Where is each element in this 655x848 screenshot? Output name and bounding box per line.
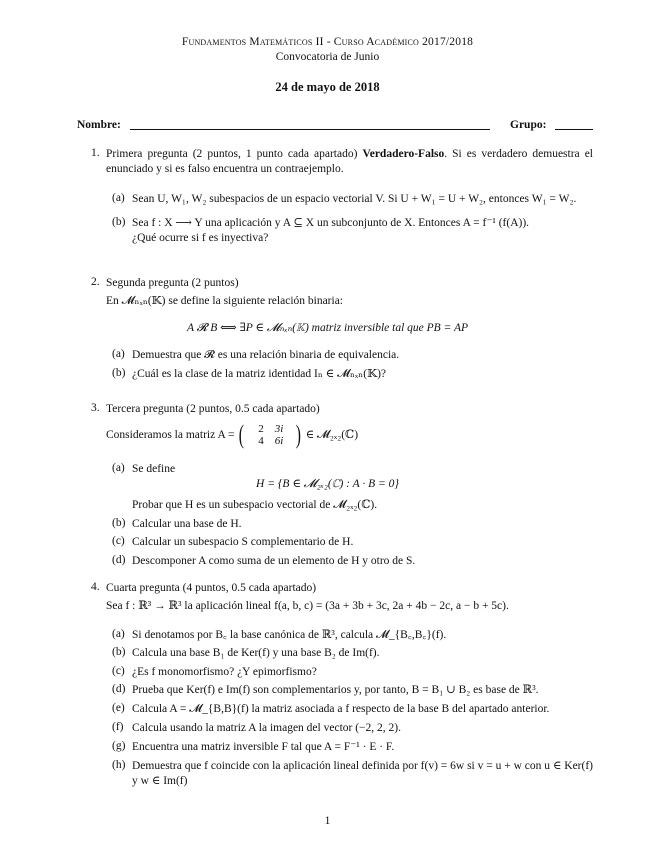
q4d-label: (d): [112, 683, 126, 695]
q4c-label: (c): [112, 665, 125, 677]
q2-intro: Segunda pregunta (2 puntos): [106, 277, 239, 289]
group-field[interactable]: [555, 129, 593, 130]
q1b-text2: ¿Qué ocurre si f es inyectiva?: [132, 232, 269, 244]
q4e-label: (e): [112, 702, 125, 714]
q4a-label: (a): [112, 628, 125, 640]
q3c-label: (c): [112, 535, 125, 547]
q3b-label: (b): [112, 517, 126, 529]
q1-intro-rest: . Si es verdadero demuestra el enunciado y si es falso encuentra un contraejemplo.: [106, 148, 593, 175]
q3b-text: Calcular una base de H.: [132, 518, 242, 530]
q4e-text: Calcula A = 𝓜_{B,B}(f) la matriz asociada a f respecto de la base B del apartado anterior.: [132, 703, 550, 715]
matrix-a22: 6i: [274, 435, 284, 448]
q3-intro: Tercera pregunta (2 puntos, 0.5 cada apartado): [106, 403, 320, 415]
matrix-A: [246, 423, 294, 447]
course-title: Fundamentos Matemáticos II - Curso Académico 2017/2018: [181, 36, 474, 48]
q1b-text: Sea f : X ⟶ Y una aplicación y A ⊆ X un subconjunto de X. Entonces A = f⁻¹ (f(A)).: [132, 217, 530, 229]
q1b-label: (b): [112, 216, 126, 228]
q1-intro-text: Primera pregunta (2 puntos, 1 punto cada apartado): [106, 148, 363, 160]
q3-matrix-pre: Consideramos la matriz A =: [106, 429, 235, 441]
q4g-label: (g): [112, 740, 126, 752]
q3-matrix-line: [106, 420, 593, 450]
exam-session: Convocatoria de Junio: [275, 51, 380, 63]
q3d-label: (d): [112, 554, 126, 566]
q4f-text: Calcula usando la matriz A la imagen del vector (−2, 2, 2).: [132, 722, 401, 734]
q4b-text: Calcula una base B₁ de Ker(f) y una base B₂ de Im(f).: [132, 647, 380, 659]
q3c-text: Calcular un subespacio S complementario de H.: [132, 536, 354, 548]
q1a-text: Sean U, W₁, W₂ subespacios de un espacio vectorial V. Si U + W₁ = U + W₂, entonces W₁ = W₂.: [132, 193, 577, 205]
q4a-text: Si denotamos por B꜀ la base canónica de ℝ³, calcula 𝓜_{B꜀,B꜀}(f).: [132, 629, 447, 641]
left-paren-icon: (: [239, 420, 245, 450]
q4d-text: Prueba que Ker(f) e Im(f) son complementarios y, por tanto, B = B₁ ∪ B₂ es base de ℝ³.: [132, 684, 539, 696]
q4-line2: Sea f : ℝ³ → ℝ³ la aplicación lineal f(a, b, c) = (3a + 3b + 3c, 2a + 4b − 2c, a − b + 5c).: [106, 600, 509, 612]
q4g-text: Encuentra una matriz inversible F tal que A = F⁻¹ · E · F.: [132, 741, 395, 753]
q2b-text: ¿Cuál es la clase de la matriz identidad Iₙ ∈ 𝓜ₙₓₙ(𝕂)?: [132, 368, 386, 380]
q3-number: 3.: [91, 402, 100, 414]
q1-number: 1.: [91, 147, 100, 159]
right-paren-icon: ): [295, 420, 301, 450]
q4b-label: (b): [112, 646, 126, 658]
q4-intro: Cuarta pregunta (4 puntos, 0.5 cada apartado): [106, 582, 317, 594]
q3a-text2: Probar que H es un subespacio vectorial de 𝓜₂ₓ₂(ℂ).: [132, 499, 378, 511]
name-label: Nombre:: [77, 119, 121, 131]
q3-matrix-post: ∈ 𝓜₂ₓ₂(ℂ): [305, 429, 359, 441]
exam-date: 24 de mayo de 2018: [275, 80, 380, 94]
q4h-label: (h): [112, 759, 126, 771]
q1a-label: (a): [112, 192, 125, 204]
matrix-a21: 4: [258, 435, 264, 448]
q4c-text: ¿Es f monomorfismo? ¿Y epimorfismo?: [132, 666, 317, 678]
q3a-text: Se define: [132, 463, 176, 475]
q4h-text: Demuestra que f coincide con la aplicación lineal definida por f(v) = 6w si v = u + w con u ∈ Ker(f) y w ∈ Im(f): [132, 760, 593, 787]
q2-relation-formula: A 𝓡 B ⟺ ∃P ∈ 𝓜ₙₓₙ(𝕂) matriz inversible tal que PB = AP: [186, 322, 469, 334]
name-field[interactable]: [130, 129, 490, 130]
name-group-row: [77, 119, 593, 135]
q3-h-formula: H = {B ∈ 𝓜₂ₓ₂(ℂ) : A · B = 0}: [256, 478, 399, 490]
group-label: Grupo:: [510, 119, 547, 131]
q1-intro-bold: Verdadero-Falso: [362, 148, 445, 160]
matrix-a11: 2: [258, 423, 264, 436]
q4-number: 4.: [91, 581, 100, 593]
q2a-label: (a): [112, 348, 125, 360]
q2-number: 2.: [91, 276, 100, 288]
matrix-a12: 3i: [274, 423, 284, 436]
q3a-label: (a): [112, 462, 125, 474]
q2b-label: (b): [112, 367, 126, 379]
q2-line2: En 𝓜ₙₓₙ(𝕂) se define la siguiente relación binaria:: [106, 295, 344, 307]
q2a-text: Demuestra que 𝓡 es una relación binaria de equivalencia.: [132, 349, 400, 361]
q4f-label: (f): [112, 721, 124, 733]
page-number: 1: [324, 815, 331, 827]
q3d-text: Descomponer A como suma de un elemento de H y otro de S.: [132, 555, 416, 567]
q1-intro: [106, 147, 593, 177]
